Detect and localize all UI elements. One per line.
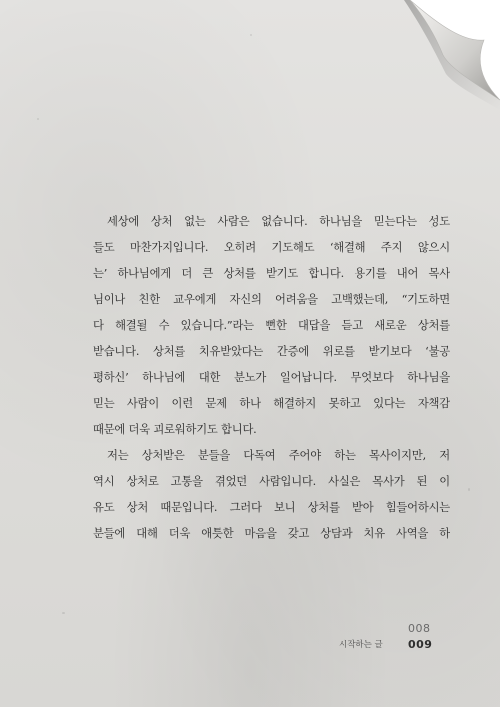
paper-speck	[62, 612, 65, 614]
body-line: 믿는 사람이 이런 문제 하나 해결하지 못하고 있다는 자책감	[93, 397, 450, 410]
paper-speck	[37, 118, 39, 120]
chapter-title: 시작하는 글	[339, 640, 383, 650]
body-line: 때문에 더욱 괴로워하기도 합니다.	[93, 423, 257, 436]
page-number-left: 008	[408, 622, 431, 635]
body-line: 받습니다. 상처를 치유받았다는 간증에 위로를 받기보다 ‘불공	[93, 345, 450, 358]
page-curl-icon	[380, 0, 500, 110]
body-line: 들도 마찬가지입니다. 오히려 기도해도 ‘해결해 주지 않으시	[93, 241, 450, 254]
body-line: 역시 상처로 고통을 겪었던 사람입니다. 사실은 목사가 된 이	[93, 475, 450, 488]
body-text	[93, 209, 450, 547]
body-line: 평하신’ 하나님에 대한 분노가 일어납니다. 무엇보다 하나님을	[93, 371, 450, 384]
body-line: 는’ 하나님에게 더 큰 상처를 받기도 합니다. 용기를 내어 목사	[93, 267, 450, 280]
body-line: 님이나 친한 교우에게 자신의 어려움을 고백했는데, “기도하면	[93, 293, 450, 306]
body-line: 유도 상처 때문입니다. 그러다 보니 상처를 받아 힘들어하시는	[93, 501, 450, 514]
body-line: 분들에 대해 더욱 애틋한 마음을 갖고 상담과 치유 사역을 하	[93, 527, 450, 540]
page-number-right: 009	[408, 638, 433, 651]
body-line: 다 해결될 수 있습니다.”라는 뻔한 대답을 듣고 새로운 상처를	[93, 319, 450, 332]
paper-speck	[250, 34, 252, 36]
paper-speck	[468, 488, 470, 491]
body-line: 저는 상처받은 분들을 다독여 주어야 하는 목사이지만, 저	[107, 449, 450, 462]
body-line: 세상에 상처 없는 사람은 없습니다. 하나님을 믿는다는 성도	[107, 215, 450, 228]
